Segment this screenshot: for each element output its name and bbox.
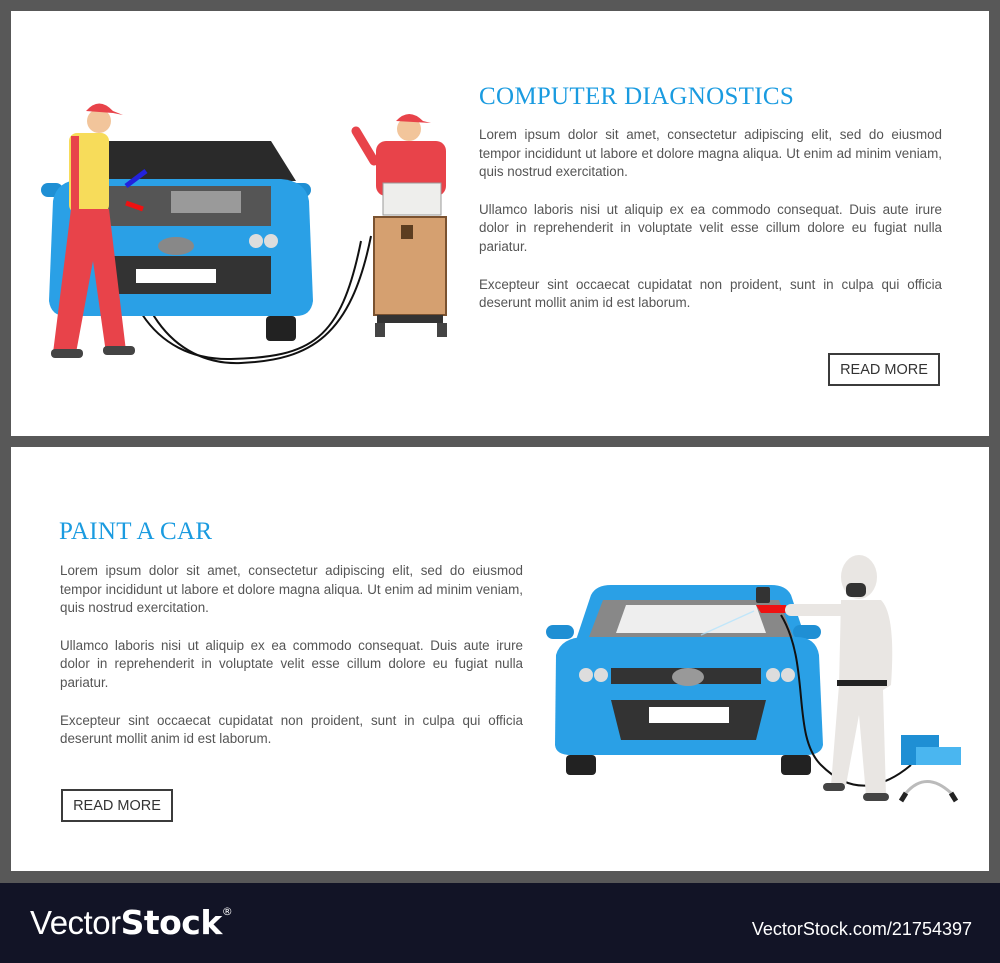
computer-diagnostics-card — [11, 11, 989, 436]
paragraph: Excepteur sint occaecat cupidatat non proident, sunt in culpa qui officia deserunt mollit anim id est laborum. — [479, 276, 942, 311]
section-body — [60, 562, 523, 768]
diagnostics-illustration — [31, 91, 451, 371]
paragraph: Lorem ipsum dolor sit amet, consectetur adipiscing elit, sed do eiusmod tempor incididunt ut labore et dolore magna aliqua. Ut enim ad minim veniam, quis nostrud exercitation. — [479, 127, 942, 180]
paint-a-car-card — [11, 447, 989, 871]
logo-text-thin: Vector — [30, 904, 121, 941]
paragraph: Lorem ipsum dolor sit amet, consectetur adipiscing elit, sed do eiusmod tempor incididunt ut labore et dolore magna aliqua. Ut enim ad minim veniam, quis nostrud exercitation. — [60, 563, 523, 616]
section-title: COMPUTER DIAGNOSTICS — [479, 83, 795, 110]
registered-mark: ® — [221, 905, 233, 918]
watermark-footer — [0, 883, 1000, 963]
paragraph: Excepteur sint occaecat cupidatat non proident, sunt in culpa qui officia deserunt mollit anim id est laborum. — [60, 712, 523, 747]
paragraph: Ullamco laboris nisi ut aliquip ex ea commodo consequat. Duis aute irure dolor in reprehenderit in voluptate velit esse cillum dolore eu fugiat nulla pariatur. — [479, 201, 942, 254]
read-more-button[interactable]: READ MORE — [828, 353, 940, 386]
image-url: VectorStock.com/21754397 — [751, 919, 972, 939]
logo-text-bold: Stock — [120, 903, 222, 942]
paint-car-illustration — [541, 555, 981, 820]
read-more-button[interactable]: READ MORE — [61, 789, 173, 822]
vectorstock-logo — [30, 903, 232, 942]
section-body — [479, 126, 942, 332]
section-title: PAINT A CAR — [59, 518, 213, 545]
paragraph: Ullamco laboris nisi ut aliquip ex ea commodo consequat. Duis aute irure dolor in reprehenderit in voluptate velit esse cillum dolore eu fugiat nulla pariatur. — [60, 637, 523, 690]
